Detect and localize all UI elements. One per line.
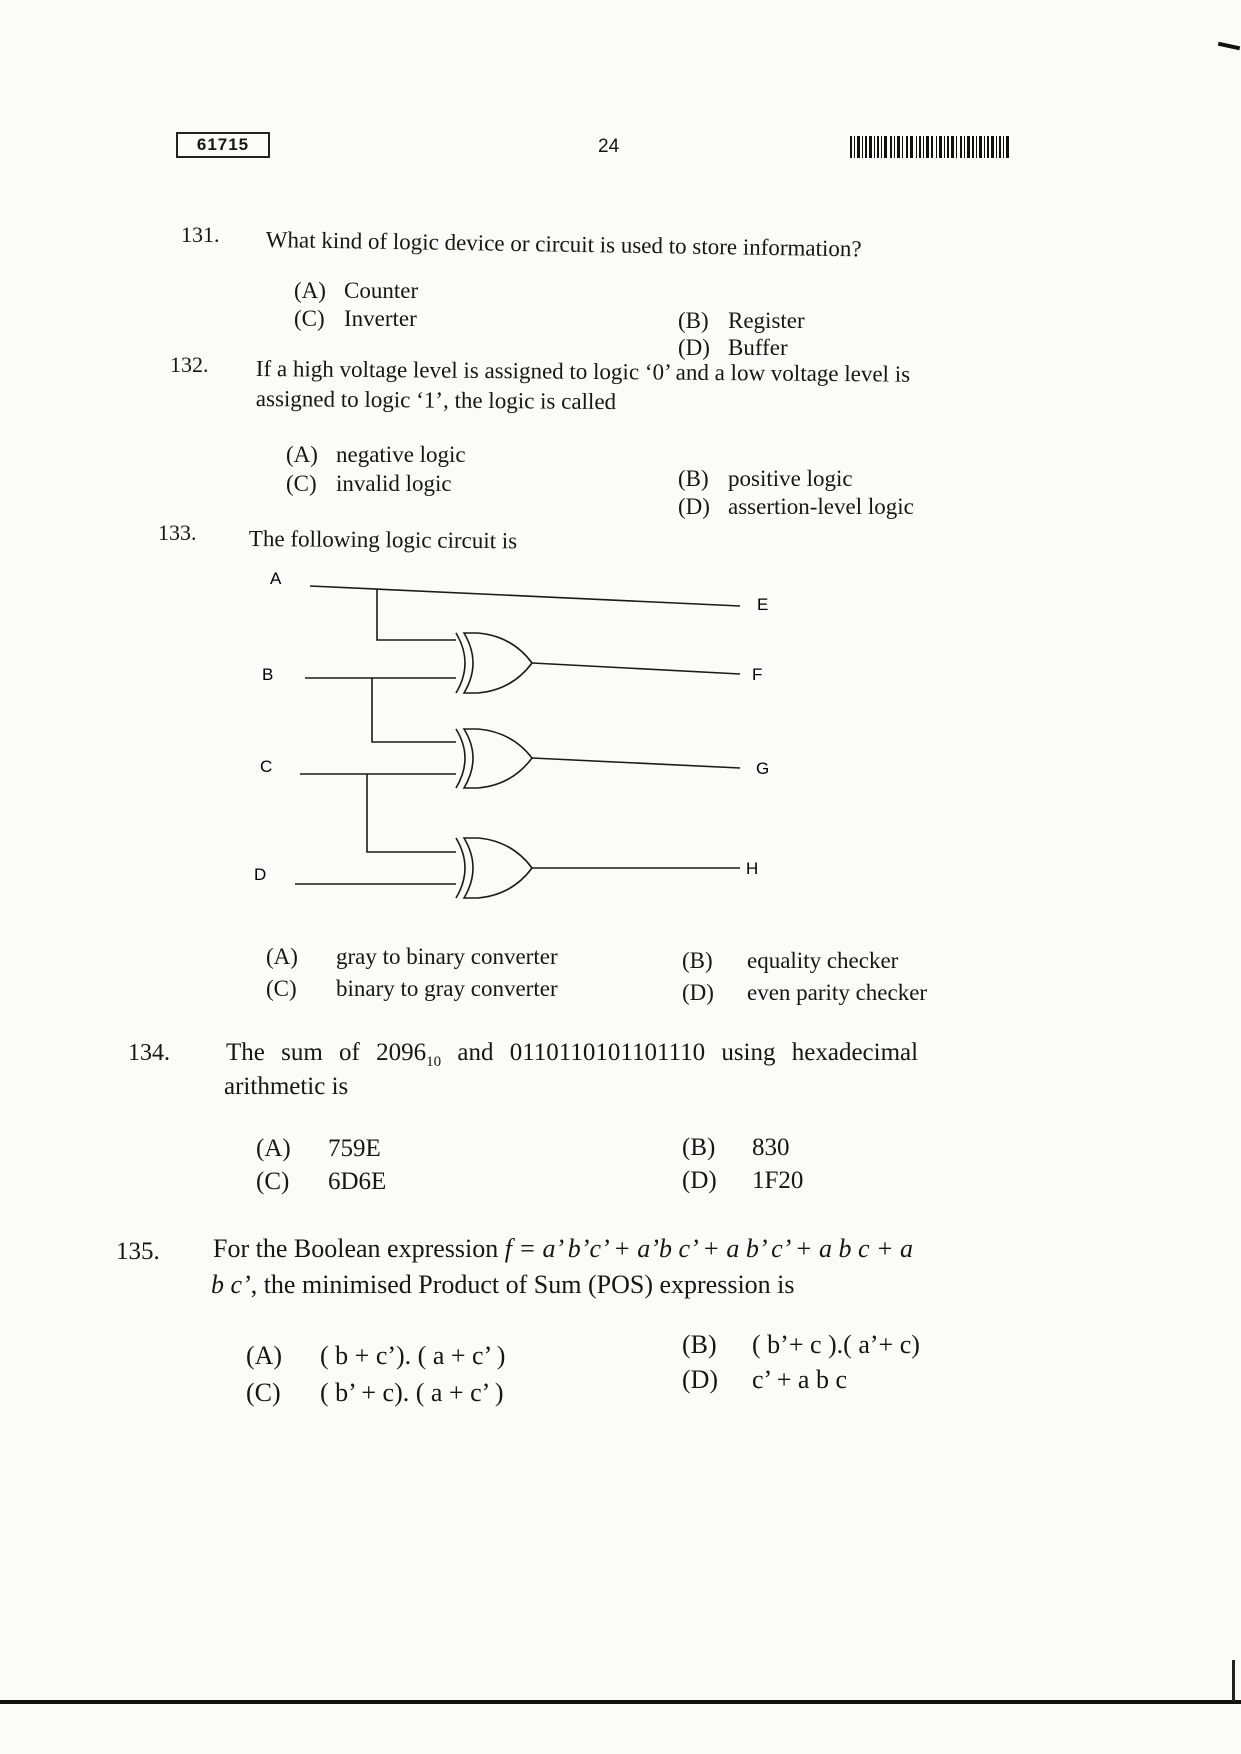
question-text-line-2: [211, 1270, 795, 1300]
xor-gate-1-body: [464, 633, 532, 693]
option-label: (B): [678, 308, 709, 333]
option-label: (B): [682, 1330, 717, 1359]
question-text-part: and 0110110101101110 using hexadecimal: [441, 1039, 919, 1066]
option-text: positive logic: [728, 466, 853, 491]
option-d: [678, 494, 914, 520]
option-label: (B): [678, 466, 709, 491]
option-label: (A): [256, 1135, 291, 1162]
circuit-input-c: C: [260, 757, 273, 776]
option-text: invalid logic: [336, 471, 452, 496]
circuit-output-g: G: [756, 759, 770, 778]
option-b: [678, 466, 853, 492]
option-text: Counter: [344, 278, 419, 303]
option-c: [286, 471, 452, 497]
option-text: ( b’+ c ).( a’+ c): [752, 1330, 920, 1359]
option-b: [682, 1330, 920, 1360]
base-subscript: 10: [426, 1054, 442, 1070]
paper-code: 61715: [196, 135, 250, 154]
option-c: [256, 1168, 386, 1196]
option-text: Inverter: [344, 306, 417, 331]
option-label: (A): [246, 1341, 283, 1370]
option-label: (D): [678, 494, 710, 519]
option-text: 6D6E: [328, 1168, 387, 1195]
xor-gate-3-back-curve: [456, 838, 465, 898]
circuit-output-h: H: [746, 859, 759, 878]
option-a: [286, 442, 466, 468]
question-text-line-2: arithmetic is: [224, 1073, 349, 1100]
xor-gate-2-back-curve: [456, 729, 465, 788]
option-text: Register: [728, 308, 805, 333]
option-label: (D): [682, 1365, 719, 1394]
logic-circuit-diagram: [240, 560, 800, 910]
question-number: 134.: [128, 1040, 170, 1066]
option-text: ( b + c’). ( a + c’ ): [320, 1341, 506, 1370]
option-d: [682, 980, 927, 1006]
question-text: The following logic circuit is: [248, 525, 518, 554]
option-text: 1F20: [752, 1167, 804, 1194]
option-a: [294, 278, 418, 304]
option-text: 830: [752, 1134, 790, 1161]
question-text: What kind of logic device or circuit is used to store information?: [265, 226, 862, 262]
xor-gate-3-body: [464, 838, 532, 898]
question-text-part: , the minimised Product of Sum (POS) expression is: [250, 1270, 795, 1299]
option-d: [682, 1167, 803, 1195]
option-text: assertion-level logic: [728, 494, 914, 519]
option-label: (C): [294, 306, 325, 331]
page-number: 24: [598, 136, 620, 157]
option-b: [682, 948, 898, 974]
xor-gate-1-back-curve: [456, 633, 465, 693]
option-label: (A): [294, 278, 326, 303]
question-text-part: For the Boolean expression: [213, 1234, 505, 1263]
option-label: (C): [246, 1378, 281, 1407]
option-c: [266, 976, 558, 1002]
option-c: [294, 306, 417, 332]
circuit-output-f: F: [752, 665, 763, 684]
option-text: gray to binary converter: [336, 944, 558, 969]
option-a: [266, 944, 558, 970]
scan-right-tick: [1232, 1660, 1235, 1702]
option-c: [246, 1378, 504, 1408]
option-d: [682, 1365, 847, 1395]
boolean-expression-tail: b c’: [211, 1270, 251, 1299]
question-text-line-1: [213, 1234, 913, 1264]
circuit-input-a: A: [270, 569, 282, 588]
option-text: c’ + a b c: [752, 1365, 848, 1394]
option-label: (C): [286, 471, 317, 496]
option-a: [246, 1341, 505, 1371]
option-text: equality checker: [747, 948, 899, 973]
option-label: (B): [682, 1134, 716, 1161]
option-label: (A): [286, 442, 318, 467]
option-label: (D): [682, 980, 714, 1005]
option-label: (B): [682, 948, 713, 973]
question-text-line-2: assigned to logic ‘1’, the logic is called: [255, 385, 617, 415]
circuit-output-e: E: [757, 595, 769, 614]
option-label: (A): [266, 944, 298, 969]
option-a: [256, 1135, 381, 1163]
option-label: (C): [256, 1168, 290, 1195]
circuit-input-d: D: [254, 865, 267, 884]
question-number: 135.: [116, 1238, 160, 1265]
option-text: 759E: [328, 1135, 381, 1162]
option-text: ( b’ + c). ( a + c’ ): [320, 1378, 504, 1407]
option-b: [682, 1134, 790, 1162]
question-number: 132.: [170, 352, 209, 377]
question-number: 133.: [158, 520, 197, 545]
boolean-expression: f = a’ b’c’ + a’b c’ + a b’ c’ + a b c + a: [504, 1234, 914, 1263]
option-text: even parity checker: [747, 980, 928, 1005]
question-number: 131.: [181, 222, 220, 247]
xor-gate-2-body: [464, 729, 532, 788]
option-text: negative logic: [336, 442, 466, 467]
option-text: binary to gray converter: [336, 976, 558, 1001]
option-label: (C): [266, 976, 297, 1001]
option-b: [678, 308, 805, 334]
scan-bottom-edge: [0, 1700, 1241, 1704]
option-label: (D): [678, 335, 710, 360]
scan-edge-mark: [1218, 42, 1240, 50]
question-text-line-1: If a high voltage level is assigned to logic ‘0’ and a low voltage level is: [255, 355, 911, 387]
question-text-part: The sum of 2096: [226, 1039, 427, 1066]
circuit-input-b: B: [262, 665, 274, 684]
option-text: Buffer: [728, 335, 788, 360]
paper-code-box: [176, 132, 270, 158]
option-label: (D): [682, 1167, 717, 1194]
barcode: [850, 136, 1010, 158]
